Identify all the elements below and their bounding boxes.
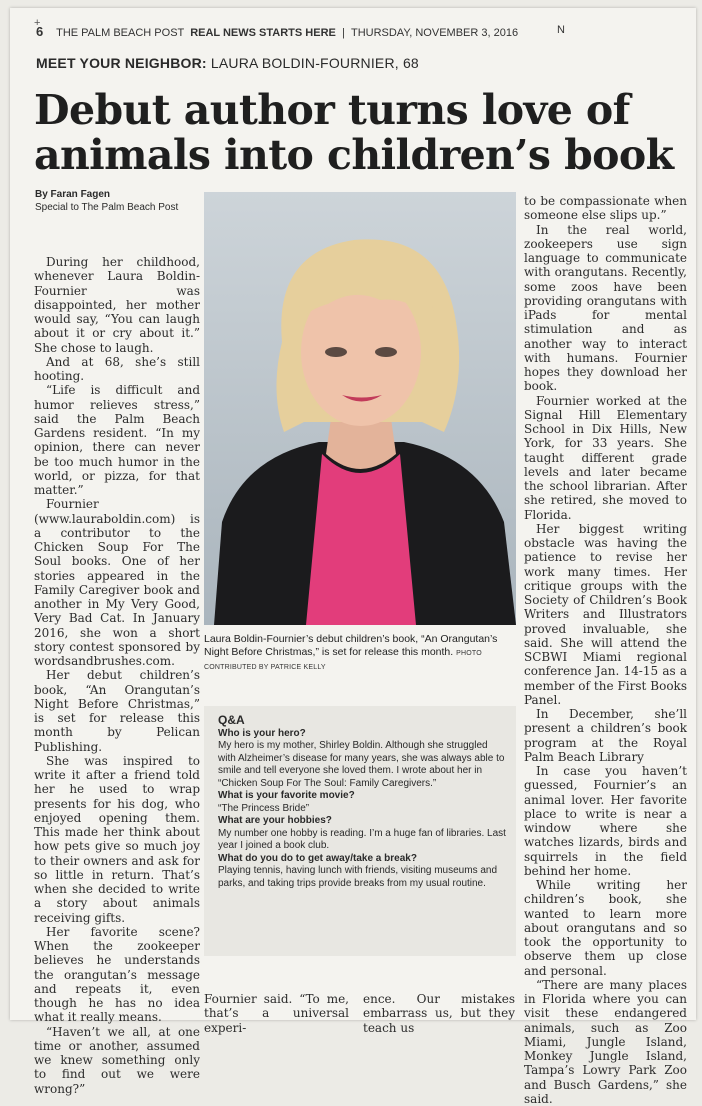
paragraph: “Life is difficult and humor relieves stress,” said the Palm Beach Gardens resident. “In my opinion, there can never be too much humor in the world, or pizza, for that matter.” [34,383,200,497]
paragraph: In case you haven’t guessed, Fournier’s an animal lover. Her favorite place to write is near a window where she watches lizards, birds and squirrels in the field behind her home. [524,764,687,878]
paragraph: to be compassionate when someone else slips up.” [524,194,687,223]
qa-question: What are your hobbies? [218,815,332,826]
header-separator: | [341,27,345,39]
qa-answer: My hero is my mother, Shirley Boldin. Although she struggled with Alzheimer’s disease for many years, she was always able to smile and tell everyone she loved them. I wrote about her in “Chicken Soup For The Soul: Family Caregivers.” [218,740,505,789]
paper-name: THE PALM BEACH POST [56,27,185,39]
issue-date: THURSDAY, NOVEMBER 3, 2016 [350,27,519,39]
caption-text: Laura Boldin-Fournier’s debut children’s book, “An Orangutan’s Night Before Christmas,” is set for release this month. [204,633,498,658]
paragraph: And at 68, she’s still hooting. [34,354,200,383]
edition-letter: N [557,24,565,36]
article-column-2-right [363,992,515,1035]
kicker-label: MEET YOUR NEIGHBOR: [36,55,207,71]
headline: Debut author turns love of animals into children’s book [34,86,674,179]
photo-credit: PHOTO CONTRIBUTED BY PATRICE KELLY [204,650,482,671]
author-portrait [204,192,516,625]
byline-role: Special to The Palm Beach Post [35,202,179,213]
article-column-3 [524,194,687,1106]
byline [35,188,200,214]
paragraph: “There are many places in Florida where you can visit these endangered animals, such as Zoo Miami, Jungle Island, Monkey Jungle Island, Tampa’s Lowry Park Zoo and Busch Gardens,” she said. [524,977,687,1106]
paragraph: Her favorite scene? When the zookeeper believes he understands the orangutan’s message and repeats it, even though he has no idea what it really means. [34,924,200,1025]
qa-answer: “The Princess Bride” [218,802,310,814]
paragraph: Fournier (www.lauraboldin.com) is a contributor to the Chicken Soup For The Soul books. One of her stories appeared in the Family Caregiver book and another in My Very Good, Very Bad Cat. In January 2016, she won a short story contest sponsored by wordsandbrushes.com. [34,497,200,668]
paragraph: Fournier worked at the Signal Hill Elementary School in Dix Hills, New York, for 33 years. She taught different grade levels and later became the school librarian. After she retired, she moved to Florida. [524,393,687,522]
article-column-1 [34,255,200,1096]
qa-title: Q&A [218,713,245,727]
paragraph: Her biggest writing obstacle was having the patience to revise her work many times. Her critique groups with the Society of Children’s Book Writers and Illustrators proved invaluable, she said. She will attend the SCBWI Miami regional conference Jan. 14-15 as a member of the First Books Panel. [524,521,687,707]
qa-question: What do you do to get away/take a break? [218,852,417,864]
paragraph: In December, she’ll present a children’s book program at the Royal Palm Beach Library [524,707,687,764]
qa-question: What is your favorite movie? [218,790,355,801]
byline-author: By Faran Fagen [35,189,111,200]
page-header [36,24,565,39]
paragraph: “Haven’t we all, at one time or another, assumed we knew something only to find out we were wrong?” [34,1024,200,1096]
portrait-image [204,192,516,625]
qa-answer: Playing tennis, having lunch with friends, visiting museums and parks, and taking trips provide breaks from my usual routine. [218,865,498,889]
paragraph: In the real world, zookeepers use sign language to communicate with orangutans. Recently, some zoos have been providing orangutans with iPads for mental stimulation and as another way to interact with humans. Fournier hopes they download her book. [524,222,687,394]
newspaper-page [10,8,696,1106]
qa-answer: My number one hobby is reading. I’m a huge fan of libraries. Last year I joined a book club. [218,827,506,851]
paragraph: While writing her children’s book, she wanted to learn more about orangutans and so took the opportunity to observe them up close and personal. [524,878,687,978]
page-number: 6 [36,24,44,39]
kicker-name: LAURA BOLDIN-FOURNIER, 68 [210,55,419,71]
qa-question: Who is your hero? [218,727,306,739]
paragraph: Her debut children’s book, “An Orangutan’s Night Before Christmas,” is set for release this month by Pelican Publishing. [34,668,200,754]
paragraph: During her childhood, whenever Laura Boldin-Fournier was disappointed, her mother would say, “You can laugh about it or cry about it.” She chose to laugh. [34,255,200,355]
paragraph: She was inspired to write it after a friend told her he used to wrap presents for his dog, who enjoyed opening them. This made her think about how pets give so much joy to their owners and ask for so little in return. That’s when she decided to write a story about animals receiving gifts. [34,753,200,925]
registration-mark: + [34,17,41,29]
qa-box [204,706,516,956]
section-kicker [36,55,419,71]
photo-caption [204,633,516,674]
paragraph: ence. Our mistakes embarrass us, but they teach us [363,992,515,1035]
article-column-2-left [204,992,349,1035]
paper-slogan: REAL NEWS STARTS HERE [190,27,336,39]
paragraph: Fournier said. “To me, that’s a universal experi- [204,992,349,1035]
